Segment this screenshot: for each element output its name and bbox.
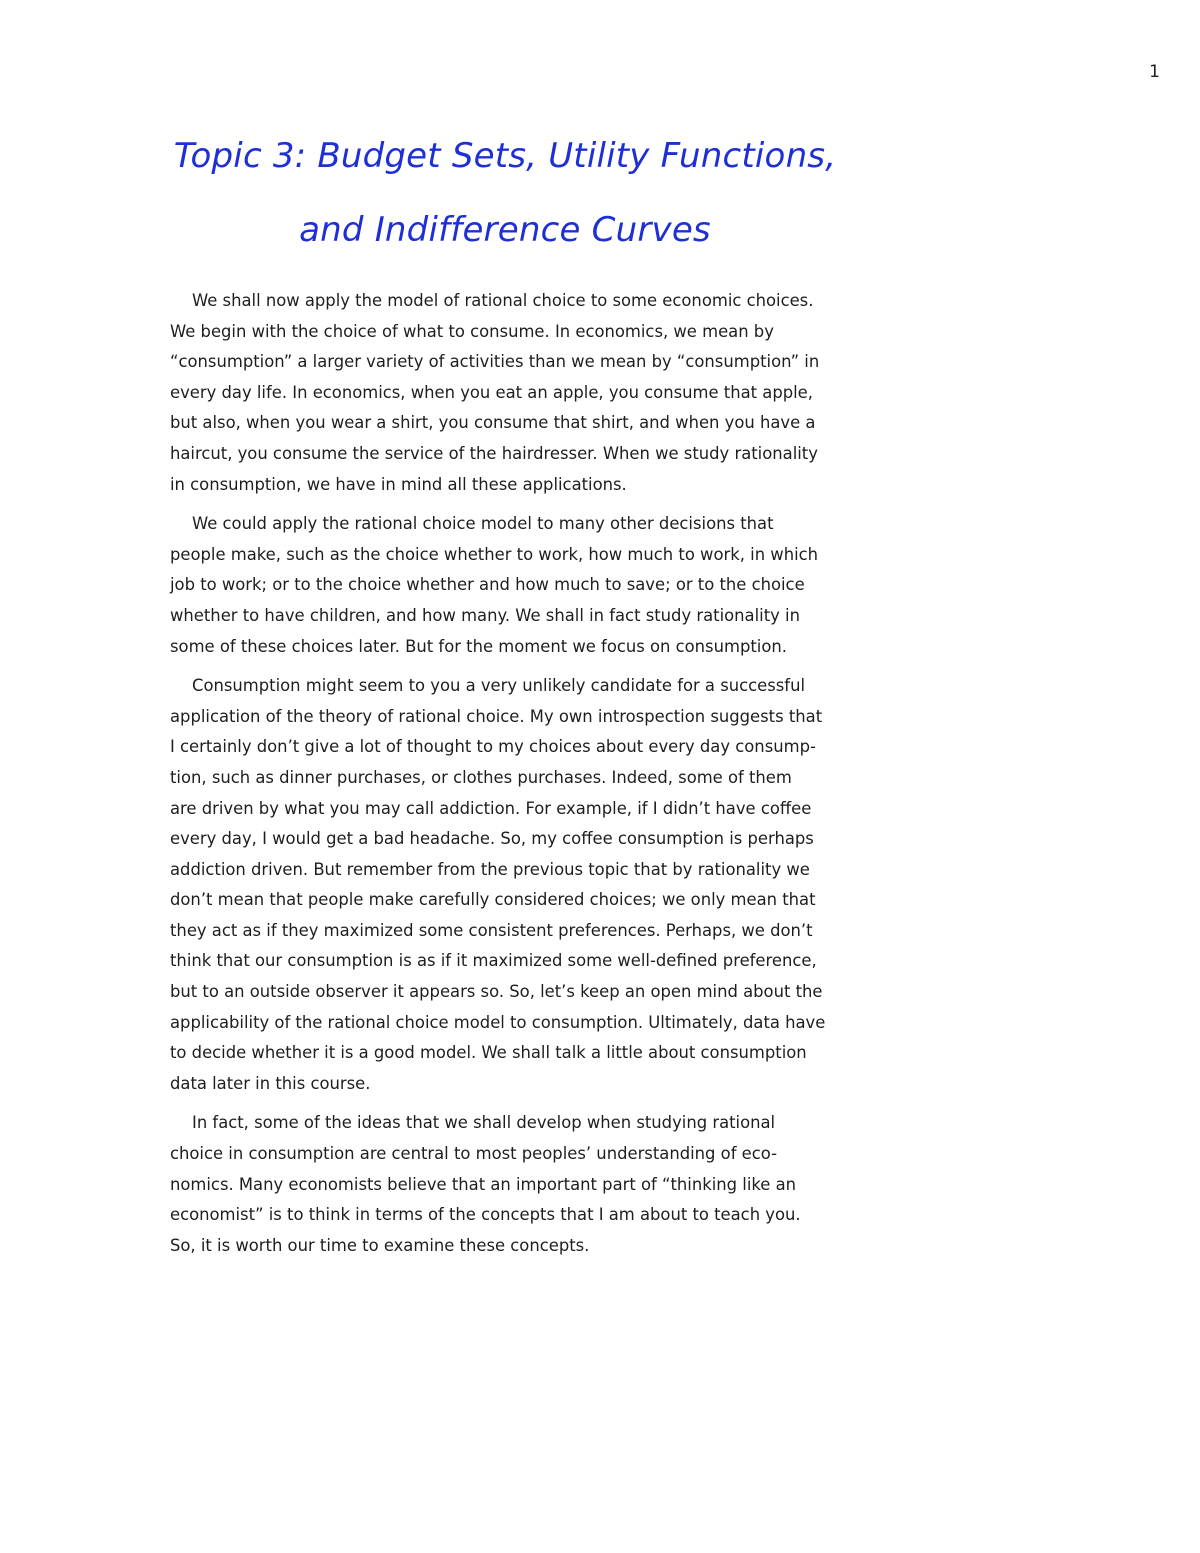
body-text xyxy=(170,286,840,1270)
text-line: tion, such as dinner purchases, or clothes purchases. Indeed, some of them xyxy=(170,767,792,787)
page-number: 1 xyxy=(1149,62,1160,82)
title-line-1: Topic 3: Budget Sets, Utility Functions, xyxy=(173,136,837,176)
title-line-2: and Indifference Curves xyxy=(299,210,711,250)
text-line: choice in consumption are central to most peoples’ understanding of eco- xyxy=(170,1144,778,1164)
text-line: every day, I would get a bad headache. So, my coffee consumption is perhaps xyxy=(170,829,814,849)
text-line: In fact, some of the ideas that we shall develop when studying rational xyxy=(192,1113,776,1133)
text-line: don’t mean that people make carefully considered choices; we only mean that xyxy=(170,890,816,910)
text-line: So, it is worth our time to examine these concepts. xyxy=(170,1235,590,1255)
text-line: economist” is to think in terms of the concepts that I am about to teach you. xyxy=(170,1205,801,1225)
text-line: to decide whether it is a good model. We shall talk a little about consumption xyxy=(170,1043,807,1063)
text-line: job to work; or to the choice whether and how much to save; or to the choice xyxy=(170,575,805,595)
text-line: applicability of the rational choice model to consumption. Ultimately, data have xyxy=(170,1012,826,1032)
text-line: “consumption” a larger variety of activities than we mean by “consumption” in xyxy=(170,352,820,372)
text-line: but to an outside observer it appears so. So, let’s keep an open mind about the xyxy=(170,982,823,1002)
text-line: nomics. Many economists believe that an important part of “thinking like an xyxy=(170,1174,797,1194)
text-line: We begin with the choice of what to consume. In economics, we mean by xyxy=(170,321,774,341)
text-line: application of the theory of rational choice. My own introspection suggests that xyxy=(170,706,823,726)
text-line: some of these choices later. But for the moment we focus on consumption. xyxy=(170,636,787,656)
text-line: in consumption, we have in mind all these applications. xyxy=(170,474,627,494)
text-line: they act as if they maximized some consistent preferences. Perhaps, we don’t xyxy=(170,920,813,940)
text-line: Consumption might seem to you a very unlikely candidate for a successful xyxy=(192,676,806,696)
text-line: whether to have children, and how many. We shall in fact study rationality in xyxy=(170,605,800,625)
paragraph-4 xyxy=(170,1108,840,1261)
text-line: We shall now apply the model of rational choice to some economic choices. xyxy=(192,291,814,310)
text-line: We could apply the rational choice model to many other decisions that xyxy=(192,514,774,534)
paragraph-3 xyxy=(170,671,840,1099)
paragraph-1 xyxy=(170,286,840,500)
text-line: addiction driven. But remember from the previous topic that by rationality we xyxy=(170,859,810,879)
text-line: but also, when you wear a shirt, you consume that shirt, and when you have a xyxy=(170,413,816,433)
text-line: people make, such as the choice whether to work, how much to work, in which xyxy=(170,544,819,564)
text-line: haircut, you consume the service of the hairdresser. When we study rationality xyxy=(170,443,818,463)
text-line: data later in this course. xyxy=(170,1073,371,1093)
text-line: every day life. In economics, when you eat an apple, you consume that apple, xyxy=(170,382,813,402)
text-line: think that our consumption is as if it maximized some well-defined preference, xyxy=(170,951,817,971)
text-line: I certainly don’t give a lot of thought to my choices about every day consump- xyxy=(170,737,816,757)
paragraph-2 xyxy=(170,509,840,662)
text-line: are driven by what you may call addiction. For example, if I didn’t have coffee xyxy=(170,798,812,818)
